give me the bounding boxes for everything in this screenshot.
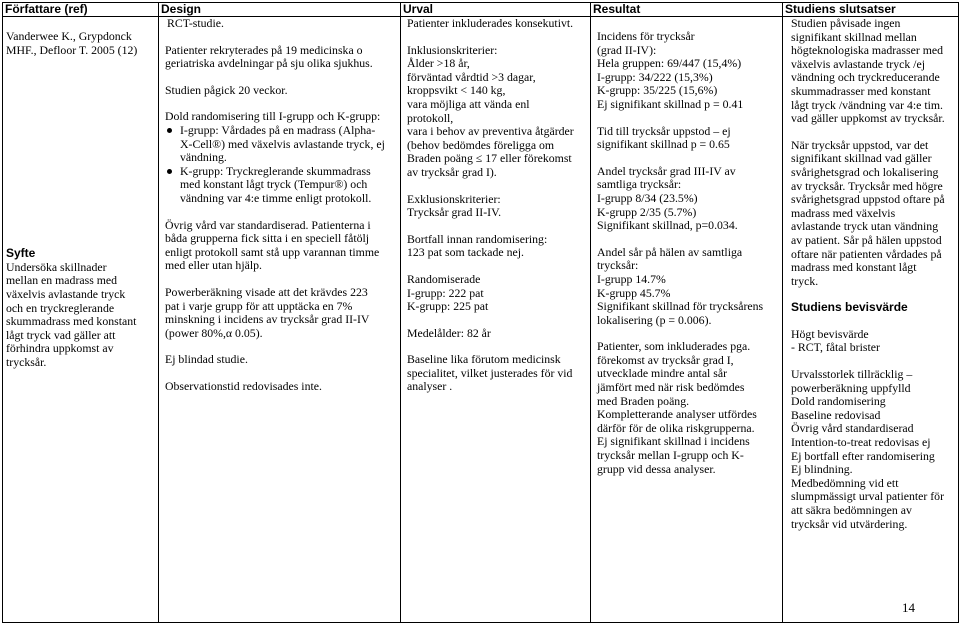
header-authors: Författare (ref)	[3, 3, 159, 17]
conclusion-line: Högt bevisvärde	[791, 326, 869, 341]
author-line: MHF., Defloor T. 2005 (12)	[6, 42, 138, 57]
syfte-line: mellan en madrass med	[6, 273, 118, 288]
results-line: Ej signifikant skillnad p = 0.41	[597, 96, 744, 111]
results-line: Signifikant skillnad, p=0.034.	[597, 218, 738, 233]
design-type: RCT-studie.	[167, 16, 224, 30]
selection-line: Medelålder: 82 år	[407, 325, 491, 340]
selection-line: Bortfall innan randomisering:	[407, 231, 548, 246]
selection-line: analyser .	[407, 379, 453, 394]
results-line: trycksår mellan I-grupp och K-	[597, 448, 744, 463]
results-line: signifikant skillnad p = 0.65	[597, 137, 730, 152]
selection-line: Exklusionskriterier:	[407, 191, 501, 206]
syfte-line: Undersöka skillnader	[6, 259, 107, 274]
selection-line: 123 pat som tackade nej.	[407, 245, 524, 260]
design-line: Studien pågick 20 veckor.	[165, 82, 288, 97]
conclusion-line: - RCT, fåtal brister	[791, 340, 880, 355]
results-line: Hela gruppen: 69/447 (15,4%)	[597, 56, 742, 71]
results-line: därför för de olika riskgrupperna.	[597, 420, 755, 435]
selection-line: vara i behov av preventiva åtgärder	[407, 124, 574, 139]
header-selection: Urval	[401, 3, 591, 17]
design-cell	[159, 17, 401, 623]
results-line: K-grupp: 35/225 (15,6%)	[597, 83, 718, 98]
results-line: Ej signifikant skillnad i incidens	[597, 434, 750, 449]
conclusion-line: Intention-to-treat redovisas ej	[791, 435, 931, 450]
conclusion-line: madrass med växelvis	[791, 205, 896, 220]
conclusion-line: av patient. Sår på hälen uppstod	[791, 232, 942, 247]
study-row	[3, 17, 959, 623]
selection-line: Patienter inkluderades konsekutivt.	[407, 16, 574, 30]
conclusion-line: svårighetsgrad uppstod oftare på	[791, 192, 945, 207]
design-line: minskning i incidens av trycksår grad II-IV	[165, 312, 370, 327]
conclusion-line: Ej bortfall efter randomisering	[791, 448, 935, 463]
selection-line: K-grupp: 225 pat	[407, 299, 489, 314]
results-line: samtliga trycksår:	[597, 177, 682, 192]
results-line: utvecklade mindre antal sår	[597, 366, 728, 381]
syfte-line: växelvis avlastande tryck	[6, 286, 126, 301]
conclusion-line: tryck.	[791, 273, 819, 288]
selection-line: förväntad vårdtid >3 dagar,	[407, 69, 536, 84]
group-list	[165, 124, 400, 206]
selection-line: specialitet, vilket justerades för vid	[407, 365, 573, 380]
design-line: med eller utan hjälp.	[165, 258, 262, 273]
design-line: enligt protokoll samt stå upp varannan timme	[165, 244, 380, 259]
results-line: Patienter, som inkluderades pga.	[597, 339, 751, 354]
conclusion-line: lågt tryck /vändning var 4:e tim.	[791, 97, 944, 112]
results-line: Kompletterande analyser utfördes	[597, 407, 757, 422]
results-line: förekomst av trycksår grad I,	[597, 352, 734, 367]
conclusion-line: Medbedömning vid ett	[791, 475, 899, 490]
page-number: 14	[902, 600, 915, 615]
syfte-heading: Syfte	[6, 246, 36, 261]
results-line: I-grupp 8/34 (23.5%)	[597, 190, 698, 205]
group-item-i: I-grupp: Vårdades på en madrass (Alpha- X-Cell®) med växelvis avlastande tryck, ej vändning.	[176, 124, 400, 165]
conclusion-line: skummadrasser med konstant	[791, 83, 931, 98]
selection-line: av trycksår grad I).	[407, 164, 497, 179]
results-line: trycksår:	[597, 258, 639, 273]
header-conclusions: Studiens slutsatser	[783, 3, 959, 17]
conclusion-line: slumpmässigt urval patienter för	[791, 489, 944, 504]
conclusion-line: signifikant skillnad mellan	[791, 29, 917, 44]
group-item-k: K-grupp: Tryckreglerande skummadrass med konstant lågt tryck (Tempur®) och vändning var 4:e timme enligt protokoll.	[176, 165, 400, 206]
selection-line: Randomiserade	[407, 271, 481, 286]
header-row	[3, 3, 959, 17]
selection-line: I-grupp: 222 pat	[407, 285, 484, 300]
results-line: med Braden poäng.	[597, 393, 690, 408]
results-line: (grad II-IV):	[597, 42, 657, 57]
conclusion-line: Studien påvisade ingen	[791, 16, 901, 30]
syfte-line: förhindra uppkomst av	[6, 341, 114, 356]
conclusion-line: madrass med konstant lågt	[791, 260, 917, 275]
design-line: pat i varje grupp för att upptäcka en 7%	[165, 298, 353, 313]
conclusion-line: Urvalsstorlek tillräcklig –	[791, 367, 913, 382]
results-line: Tid till trycksår uppstod – ej	[597, 123, 731, 138]
results-line: K-grupp 45.7%	[597, 285, 671, 300]
selection-line: vara möjliga att vända enl	[407, 96, 530, 111]
results-line: grupp vid dessa analyser.	[597, 461, 716, 476]
selection-cell	[401, 17, 591, 623]
results-line: K-grupp 2/35 (5.7%)	[597, 204, 697, 219]
design-line: Observationstid redovisades inte.	[165, 378, 322, 393]
design-line: Patienter rekryterades på 19 medicinska o	[165, 42, 363, 57]
selection-line: Trycksår grad II-IV.	[407, 205, 502, 220]
conclusion-line: oftare när patienten vårdades på	[791, 246, 942, 261]
conclusion-line: När trycksår uppstod, var det	[791, 137, 929, 152]
conclusion-line: vad gäller uppkomst av trycksår.	[791, 111, 945, 126]
bevis-heading: Studiens bevisvärde	[791, 300, 908, 315]
conclusion-line: av trycksår. Trycksår med högre	[791, 178, 943, 193]
results-line: I-grupp 14.7%	[597, 271, 666, 286]
results-line: I-grupp: 34/222 (15,3%)	[597, 69, 713, 84]
conclusion-line: Ej blindning.	[791, 462, 853, 477]
design-line: Övrig vård var standardiserad. Patienterna i	[165, 217, 371, 232]
results-line: jämfört med när risk bedömdes	[597, 380, 745, 395]
conclusion-line: växelvis avlastande tryck /ej	[791, 56, 925, 71]
results-line: Incidens för trycksår	[597, 29, 695, 43]
syfte-line: och en tryckreglerande	[6, 300, 115, 315]
evidence-table	[2, 2, 959, 623]
conclusion-line: att säkra bedömningen av	[791, 503, 912, 517]
design-line: Powerberäkning visade att det krävdes 223	[165, 284, 368, 299]
conclusion-line: högteknologiska madrasser med	[791, 43, 944, 58]
conclusion-line: svårighetsgrad och lokalisering	[791, 164, 939, 179]
conclusion-line: trycksår vid utvärdering.	[791, 516, 908, 531]
selection-line: protokoll,	[407, 110, 454, 125]
conclusion-line: avlastande tryck utan vändning	[791, 219, 939, 234]
authors-cell	[3, 17, 159, 623]
selection-line: Inklusionskriterier:	[407, 42, 498, 57]
results-line: Signifikant skillnad för trycksårens	[597, 299, 764, 314]
conclusion-line: powerberäkning uppfylld	[791, 380, 911, 395]
design-line: båda grupperna fick sitta i en speciell fåtölj	[165, 231, 370, 246]
design-line: geriatriska avdelningar på sju olika sjukhus.	[165, 56, 373, 71]
selection-line: kroppsvikt < 140 kg,	[407, 83, 506, 98]
conclusion-line: Baseline redovisad	[791, 407, 881, 422]
conclusion-line: signifikant skillnad vad gäller	[791, 151, 932, 166]
results-line: lokalisering (p = 0.006).	[597, 312, 712, 327]
author-line: Vanderwee K., Grypdonck	[6, 29, 132, 43]
design-line: Dold randomisering till I-grupp och K-grupp:	[165, 109, 381, 124]
selection-line: Ålder >18 år,	[407, 56, 470, 71]
header-results: Resultat	[591, 3, 783, 17]
selection-line: (behov bedömdes föreligga om	[407, 137, 555, 152]
header-design: Design	[159, 3, 401, 17]
syfte-line: trycksår.	[6, 354, 47, 369]
conclusions-cell	[783, 17, 959, 623]
selection-line: Braden poäng ≤ 17 eller förekomst	[407, 151, 572, 166]
conclusion-line: vändning och tryckreducerande	[791, 70, 940, 85]
results-cell	[591, 17, 783, 623]
design-line: Ej blindad studie.	[165, 352, 248, 367]
conclusion-line: Dold randomisering	[791, 394, 886, 409]
design-line: (power 80%,α 0.05).	[165, 325, 263, 340]
syfte-line: lågt tryck vad gäller att	[6, 327, 116, 342]
syfte-line: skummadrass med konstant	[6, 314, 137, 329]
results-line: Andel sår på hälen av samtliga	[597, 244, 743, 259]
results-line: Andel trycksår grad III-IV av	[597, 163, 736, 178]
selection-line: Baseline lika förutom medicinsk	[407, 352, 561, 367]
conclusion-line: Övrig vård standardiserad	[791, 421, 914, 436]
